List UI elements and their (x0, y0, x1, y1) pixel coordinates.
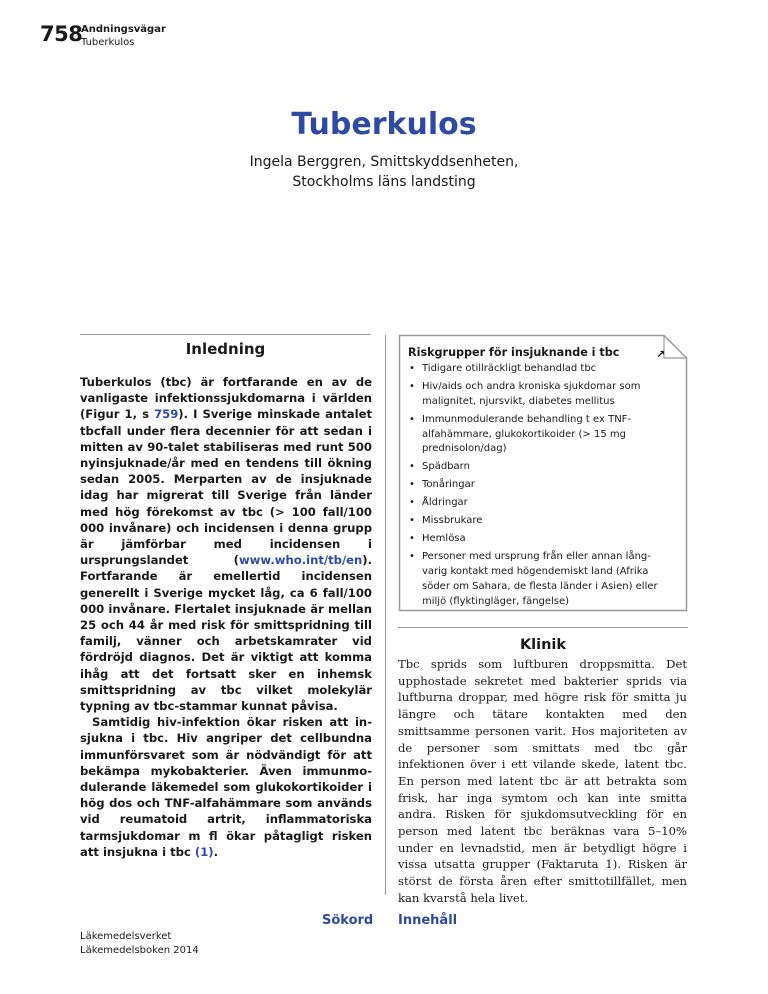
risk-item: • Hiv/aids och andra kroniska sjukdomar som malignitet, njursvikt, diabetes mellitus (408, 380, 670, 410)
risk-item: • Spädbarn (408, 460, 670, 475)
chapter-title: Tuberkulos (291, 107, 477, 142)
running-header-section: Andningsvägar (81, 24, 166, 35)
reference-link-1[interactable]: (1) (194, 844, 214, 859)
running-header-subsection: Tuberkulos (81, 37, 135, 48)
heading-klinik: Klinik (519, 637, 567, 653)
risk-item: • Hemlösa (408, 532, 670, 547)
risk-item: • Personer med ursprung från eller annan långvarig kontakt med högendemiskt land (Afrika söder om Sahara, de flesta länder i Asien) eller miljö (flyktingläger, fängelse) (408, 550, 670, 609)
risk-item: • Tonåringar (408, 478, 670, 493)
intro-p1-text-c: ). Fortfarande är emellertid incidensen generellt i Sverige mycket låg, ca 6 fall/100 000 invånare. Flertalet insjuknade är mellan 25 och 44 år med risk för smittspridning till familj, vänner och arbetskamrater vid fördröjd diagnos. Det är viktigt att komma ihåg att det fortsatt sker en inhemsk smittspridning av tbc vilket molekylär typning av tbc-stammar kunnat påvisa. (80, 553, 372, 714)
innehall-link[interactable]: Innehåll (398, 913, 458, 928)
author-line-2: Stockholms läns landsting (292, 174, 476, 190)
arrow-icon: ↗ (656, 348, 666, 361)
risk-item: • Immunmodulerande behandling t ex TNF-alfahämmare, glukokortikoider (> 15 mg prednisolon/dag) (408, 413, 670, 457)
intro-paragraph-2 (80, 714, 372, 860)
intro-p1-text-b: ). I Sverige minskade antalet tbcfall under flera decennier för att sedan i mitten av 90-talet stabiliseras med runt 500 nyinsjuknade/år med en tendens till ökning sedan 2005. Merparten av de insjuknade idag har migrerat till Sverige från länder med hög förekomst av tbc (> 100 fall/100 000 invånare) och incidensen i denna grupp är jämförbar med incidensen i ursprungslandet ( (80, 407, 372, 568)
publisher-name: Läkemedelsverket (80, 931, 172, 942)
risk-box-title: Riskgrupper för insjuknande i tbc (408, 346, 620, 359)
risk-item: • Tidigare otillräckligt behandlad tbc (408, 362, 670, 377)
intro-paragraph-1 (80, 374, 372, 714)
section-rule-right (398, 627, 688, 628)
klinik-text: Tbc sprids som luftburen droppsmitta. Det upphostade sekretet med bakterier sprids via luftburna droppar, med högre risk för smitta ju längre och tätare kontakten med den smittsamme personen varit. Hos majoriteten av de personer som smittats med tbc går infektionen över i ett vilande skede, latent tbc. En person med latent tbc är att betrakta som frisk, har inga symtom och kan inte smitta andra. Risken för sjukdomsutveckling för en person med latent tbc beräknas vara 5–10% under en levnadstid, men är betydligt högre i vissa utsatta grupper (Faktaruta 1). Risken är störst de första åren efter smittotillfället, men kan kvarstå hela livet. (398, 657, 687, 905)
heading-inledning: Inledning (185, 340, 266, 358)
risk-list (408, 362, 670, 613)
risk-groups-box (398, 334, 688, 612)
intro-p2-text-b: . (213, 844, 218, 859)
author-line-1: Ingela Berggren, Smittskyddsenheten, (249, 154, 519, 170)
book-title: Läkemedelsboken 2014 (80, 945, 199, 956)
intro-p1-text-a: Tuberkulos (tbc) är fortfarande en av de vanligaste infektionssjukdomarna i världen (Figur 1, s (80, 375, 372, 422)
sokord-link[interactable]: Sökord (322, 913, 374, 928)
intro-text (80, 374, 372, 860)
author-affiliation (0, 152, 768, 192)
intro-p2-text-a: Samtidig hiv-infektion ökar risken att insjukna i tbc. Hiv angriper det cellbundna immunförsvaret som är nödvändigt för att bekämpa mykobakterier. Även immunmodulerande läkemedel som glukokortikoider i hög dos och TNF-alfahämmare som används vid reumatoid artrit, inflammatoriska tarmsjukdomar m fl ökar påtagligt risken att insjukna i tbc (80, 715, 372, 859)
section-rule-left (80, 334, 371, 335)
figure-page-link[interactable]: 759 (154, 407, 179, 422)
column-divider (385, 335, 386, 895)
who-link[interactable]: www.who.int/tb/en (238, 553, 363, 568)
risk-item: • Missbrukare (408, 514, 670, 529)
page-number: 758 (40, 22, 83, 46)
risk-item: • Åldringar (408, 496, 670, 511)
